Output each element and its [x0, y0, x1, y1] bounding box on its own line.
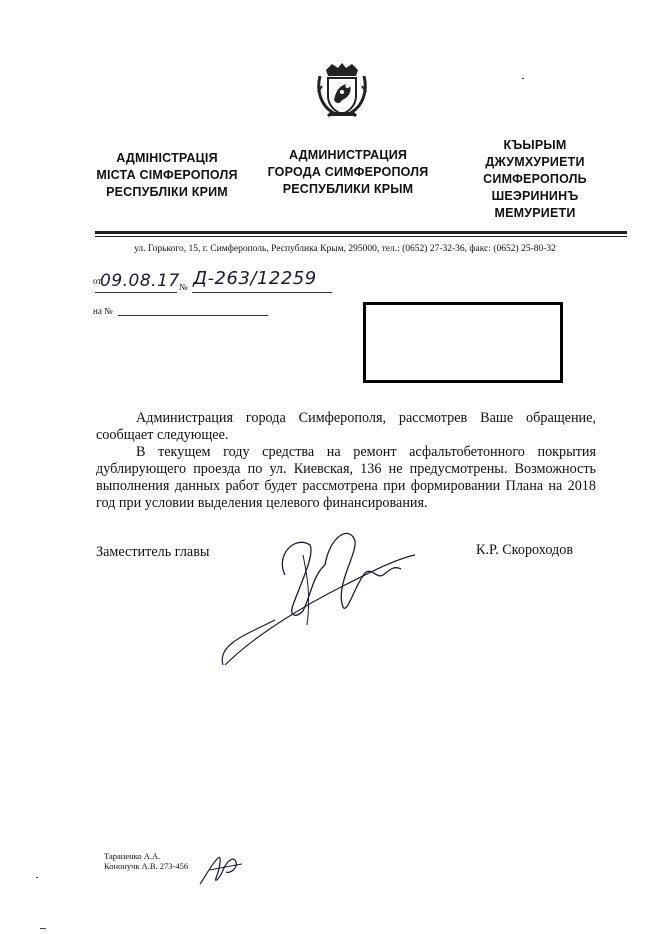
- header-ukrainian-line: АДМІНІСТРАЦІЯ: [116, 151, 218, 165]
- header-crimean-tatar-line: ДЖУМХУРИЕТИ: [485, 155, 585, 169]
- redacted-recipient-box: [363, 302, 563, 383]
- executor-initials-signature: [196, 848, 246, 890]
- header-ukrainian-line: МІСТА СІМФЕРОПОЛЯ: [96, 168, 238, 182]
- outgoing-number: Д-263/12259: [193, 268, 317, 289]
- outgoing-date: 09.08.17: [100, 271, 180, 291]
- header-crimean-tatar: [460, 137, 610, 222]
- handwritten-signature: [215, 515, 425, 675]
- header-ukrainian: [92, 150, 242, 201]
- header-divider-thin: [95, 236, 627, 237]
- executor-line: Тараненко А.А.: [104, 851, 161, 861]
- address-line: ул. Горького, 15, г. Симферополь, Республика Крым, 295000, тел.: (0652) 27-32-36, факс: (0652) 25-80-32: [134, 244, 556, 254]
- outgoing-date-underline: [95, 292, 177, 293]
- outgoing-prefix: от: [93, 276, 102, 286]
- header-divider-thick: [95, 231, 627, 234]
- scan-speck: [522, 78, 524, 79]
- outgoing-number-underline: [192, 292, 332, 293]
- crimea-coat-of-arms-icon: [312, 62, 372, 118]
- incoming-label: на №: [93, 306, 113, 316]
- header-crimean-tatar-line: МЕМУРИЕТИ: [494, 206, 576, 220]
- signer-name: К.Р. Скороходов: [476, 542, 574, 558]
- incoming-underline: [118, 315, 268, 316]
- header-crimean-tatar-line: ШЕЭРИНИНЪ: [491, 189, 579, 203]
- header-crimean-tatar-line: КЪЫРЫМ: [503, 138, 567, 152]
- header-russian-line: АДМИНИСТРАЦИЯ: [288, 148, 408, 162]
- executors: [104, 851, 188, 871]
- body-paragraph: В текущем году средства на ремонт асфальтобетонного покрытия дублирующего проезда по ул. Киевская, 136 не предусмотрены. Возможность выполнения данных работ будет рассмотрена при формировании Плана на 2018 год при условии выделения целевого финансирования.: [96, 444, 596, 511]
- body-paragraph: Администрация города Симферополя, рассмотрев Ваше обращение, сообщает следующее.: [96, 410, 596, 443]
- header-russian-line: РЕСПУБЛИКИ КРЫМ: [282, 182, 414, 196]
- letter-body: [96, 410, 596, 512]
- header-russian-line: ГОРОДА СИМФЕРОПОЛЯ: [267, 165, 429, 179]
- scan-speck: [40, 928, 46, 929]
- executor-line: Кононучк А.В. 273-456: [104, 861, 189, 871]
- scan-speck: [36, 877, 38, 878]
- signer-title: Заместитель главы: [96, 544, 210, 560]
- header-russian: [258, 147, 438, 198]
- header-ukrainian-line: РЕСПУБЛІКИ КРИМ: [106, 185, 228, 199]
- header-crimean-tatar-line: СИМФЕРОПОЛЬ: [483, 172, 587, 186]
- outgoing-number-label: №: [179, 282, 188, 292]
